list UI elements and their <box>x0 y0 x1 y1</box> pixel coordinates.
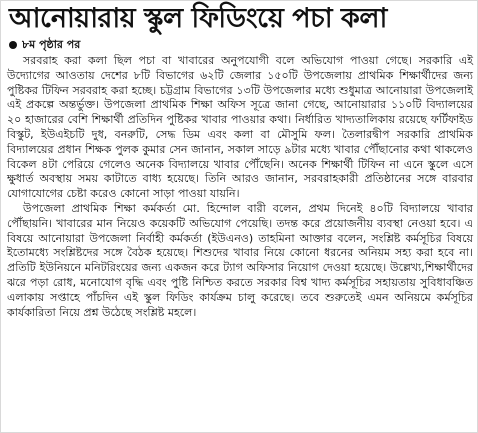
continued-from-text: ৮ম পৃষ্ঠার পর <box>22 38 81 51</box>
bullet-icon <box>9 41 17 49</box>
article-headline: আনোয়ারায় স্কুল ফিডিংয়ে পচা কলা <box>9 3 387 34</box>
article-body <box>7 54 473 320</box>
article-paragraph-2: উপজেলা প্রাথমিক শিক্ষা কর্মকর্তা মো. হিন্দোল বারী বলেন, প্রথম দিনেই ৪০টি বিদ্যালয়ে খাবার পৌঁছায়নি। খাবারের মান নিয়েও কয়েকটি অভিযোগ পেয়েছি। তদন্ত করে প্রয়োজনীয় ব্যবস্থা নেওয়া হবে। এ বিষয়ে আনোয়ারা উপজেলা নির্বাহী কর্মকর্তা (ইউএনও) তাহমিনা আক্তার বলেন, সংশ্লিষ্ট কর্মসূচির বিষয়ে ইতোমধ্যে সংশ্লিষ্টদের সঙ্গে বৈঠক হয়েছে। শিশুদের খাবার নিয়ে কোনো ধরনের অনিয়ম সহ্য করা হবে না। প্রতিটি ইউনিয়নে মনিটরিংয়ের জন্য একজন করে ট্যাগ অফিসার নিয়োগ দেওয়া হয়েছে। উল্লেখ্য,শিক্ষার্থীদের ঝরে পড়া রোধ, মনোযোগ বৃদ্ধি এবং পুষ্টি নিশ্চিত করতে সরকার বিশ্ব খাদ্য কর্মসূচির সহায়তায় সুবিধাবঞ্চিত এলাকায় সপ্তাহে পাঁচদিন এই স্কুল ফিডিং কার্যক্রম চালু করেছে। তবে শুরুতেই এমন অনিয়মে কর্মসূচির কার্যকারিতা নিয়ে প্রশ্ন উঠেছে সংশ্লিষ্ট মহলে। <box>7 201 473 319</box>
article-paragraph-1: সরবরাহ করা কলা ছিল পচা বা খাবারের অনুপযোগী বলে অভিযোগ পাওয়া গেছে। সরকারি এই উদ্যোগের আওতায় দেশের ৮টি বিভাগের ৬২টি জেলার ১৫০টি উপজেলায় প্রাথমিক শিক্ষার্থীদের জন্য পুষ্টিকর টিফিন সরবরাহ করা হচ্ছে। চট্টগ্রাম বিভাগের ১৩টি উপজেলার মধ্যে শুধুমাত্র আনোয়ারা উপজেলাই এই প্রকল্পে অন্তর্ভুক্ত। উপজেলা প্রাথমিক শিক্ষা অফিস সূত্রে জানা গেছে, আনোয়ারার ১১০টি বিদ্যালয়ের ২০ হাজারের বেশি শিক্ষার্থী প্রতিদিন পুষ্টিকর খাবার পাওয়ার কথা। নির্ধারিত খাদ্যতালিকায় রয়েছে ফর্টিফাইড বিস্কুট, ইউএইচটি দুধ, বনরুটি, সেদ্ধ ডিম এবং কলা বা মৌসুমি ফল। তৈলারদ্বীপ সরকারি প্রাথমিক বিদ্যালয়ের প্রধান শিক্ষক পুলক কুমার সেন জানান, সকাল সাড়ে ৯টার মধ্যে খাবার পৌঁছানোর কথা থাকলেও বিকেল ৪টা পেরিয়ে গেলেও অনেক বিদ্যালয়ে খাবার পৌঁছেনি। অনেক শিক্ষার্থী টিফিন না এনে স্কুলে এসে ক্ষুধার্ত অবস্থায় সময় কাটাতে বাধ্য হয়েছে। তিনি আরও জানান, সরবরাহকারী প্রতিষ্ঠানের সঙ্গে বারবার যোগাযোগের চেষ্টা করেও কোনো সাড়া পাওয়া যায়নি। <box>7 54 473 201</box>
continued-from-marker <box>9 37 80 52</box>
